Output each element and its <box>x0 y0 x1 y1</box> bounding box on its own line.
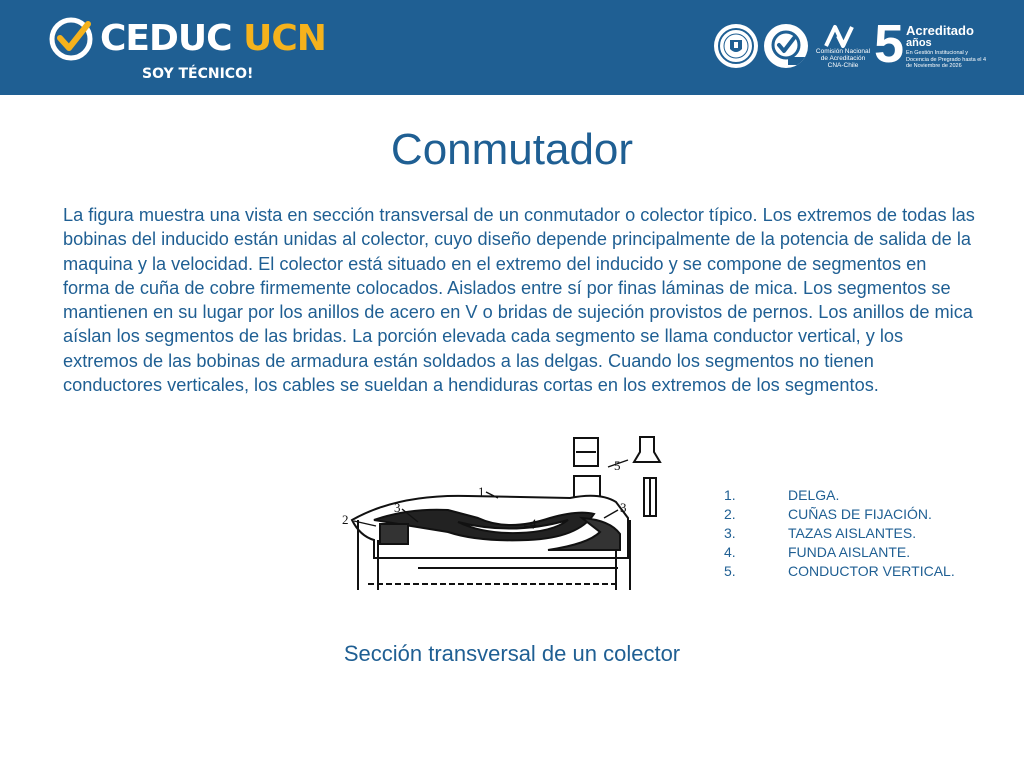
brand-tagline: SOY TÉCNICO! <box>142 66 254 82</box>
legend-label: CUÑAS DE FIJACIÓN. <box>788 506 932 522</box>
slide-paragraph: La figura muestra una vista en sección transversal de un conmutador o colector típico. Los extremos de todas las bobinas del inducido están unidas al colector, cuyo diseño depende principalmente de la potencia de salida de la maquina y la velocidad. El colector está situado en el extremo del inducido y se compone de segmentos en forma de cuña de cobre firmemente colocados. Aislados entre sí por finas láminas de mica. Los segmentos se mantienen en su lugar por los anillos de acero en V o bridas de sujeción provistos de pernos. Los anillos de mica aíslan los segmentos de las bridas. La porción elevada cada segmento se llama conductor vertical, y los extremos de las bobinas de armadura están soldados a las delgas. Cuando los segmentos no tienen conductores verticales, los cables se sueldan a hendiduras cortas en los extremos de los segmentos. <box>63 205 975 396</box>
legend-number: 5. <box>724 563 736 579</box>
checkmark-circle-icon <box>48 16 94 62</box>
cna-accreditation-logo <box>812 24 870 70</box>
legend-number: 1. <box>724 487 736 503</box>
accreditation-badge <box>874 14 992 74</box>
brand-ceduc: CEDUC <box>100 18 232 59</box>
accreditation-title: Acreditado <box>906 23 974 38</box>
cna-mark-icon <box>824 24 854 48</box>
cna-text <box>812 48 874 69</box>
ucn-university-seal-icon <box>714 24 758 68</box>
cna-country: CNA-Chile <box>827 62 859 69</box>
legend-item <box>718 524 955 543</box>
legend-number: 2. <box>724 506 736 522</box>
header-bar <box>0 0 1024 95</box>
legend-item <box>718 505 955 524</box>
diagram-caption: Sección transversal de un colector <box>343 641 681 666</box>
legend-label: TAZAS AISLANTES. <box>788 525 917 541</box>
slide-title: Conmutador <box>390 125 634 174</box>
diagram-label-4: 4 <box>530 516 537 531</box>
diagram-label-3-left: 3 <box>394 500 401 515</box>
diagram-label-1: 1 <box>478 484 485 499</box>
ceduc-ucn-logo[interactable] <box>48 14 358 86</box>
accreditation-detail: En Gestión Institucional y Docencia de Pregrado hasta el 4 de Noviembre de 2026 <box>906 50 987 69</box>
legend-item <box>718 562 955 581</box>
cna-name: Comisión Nacional de Acreditación <box>815 48 871 62</box>
legend-label: DELGA. <box>788 487 840 503</box>
brand-name <box>100 16 326 62</box>
legend-label: FUNDA AISLANTE. <box>788 544 911 560</box>
legend-item <box>718 486 955 505</box>
diagram-label-2: 2 <box>342 512 349 527</box>
sgs-certification-seal-icon <box>764 24 808 68</box>
diagram-legend <box>718 486 955 581</box>
diagram-label-3-right: 3 <box>620 500 627 515</box>
legend-number: 4. <box>724 544 736 560</box>
legend-item <box>718 543 955 562</box>
legend-number: 3. <box>724 525 736 541</box>
diagram-label-5: 5 <box>614 458 621 473</box>
brand-ucn: UCN <box>243 18 326 59</box>
accreditation-subtitle: años <box>906 37 932 49</box>
commutator-cross-section-diagram <box>338 432 690 592</box>
legend-label: CONDUCTOR VERTICAL. <box>788 563 955 579</box>
accreditation-years: 5 <box>874 14 905 74</box>
